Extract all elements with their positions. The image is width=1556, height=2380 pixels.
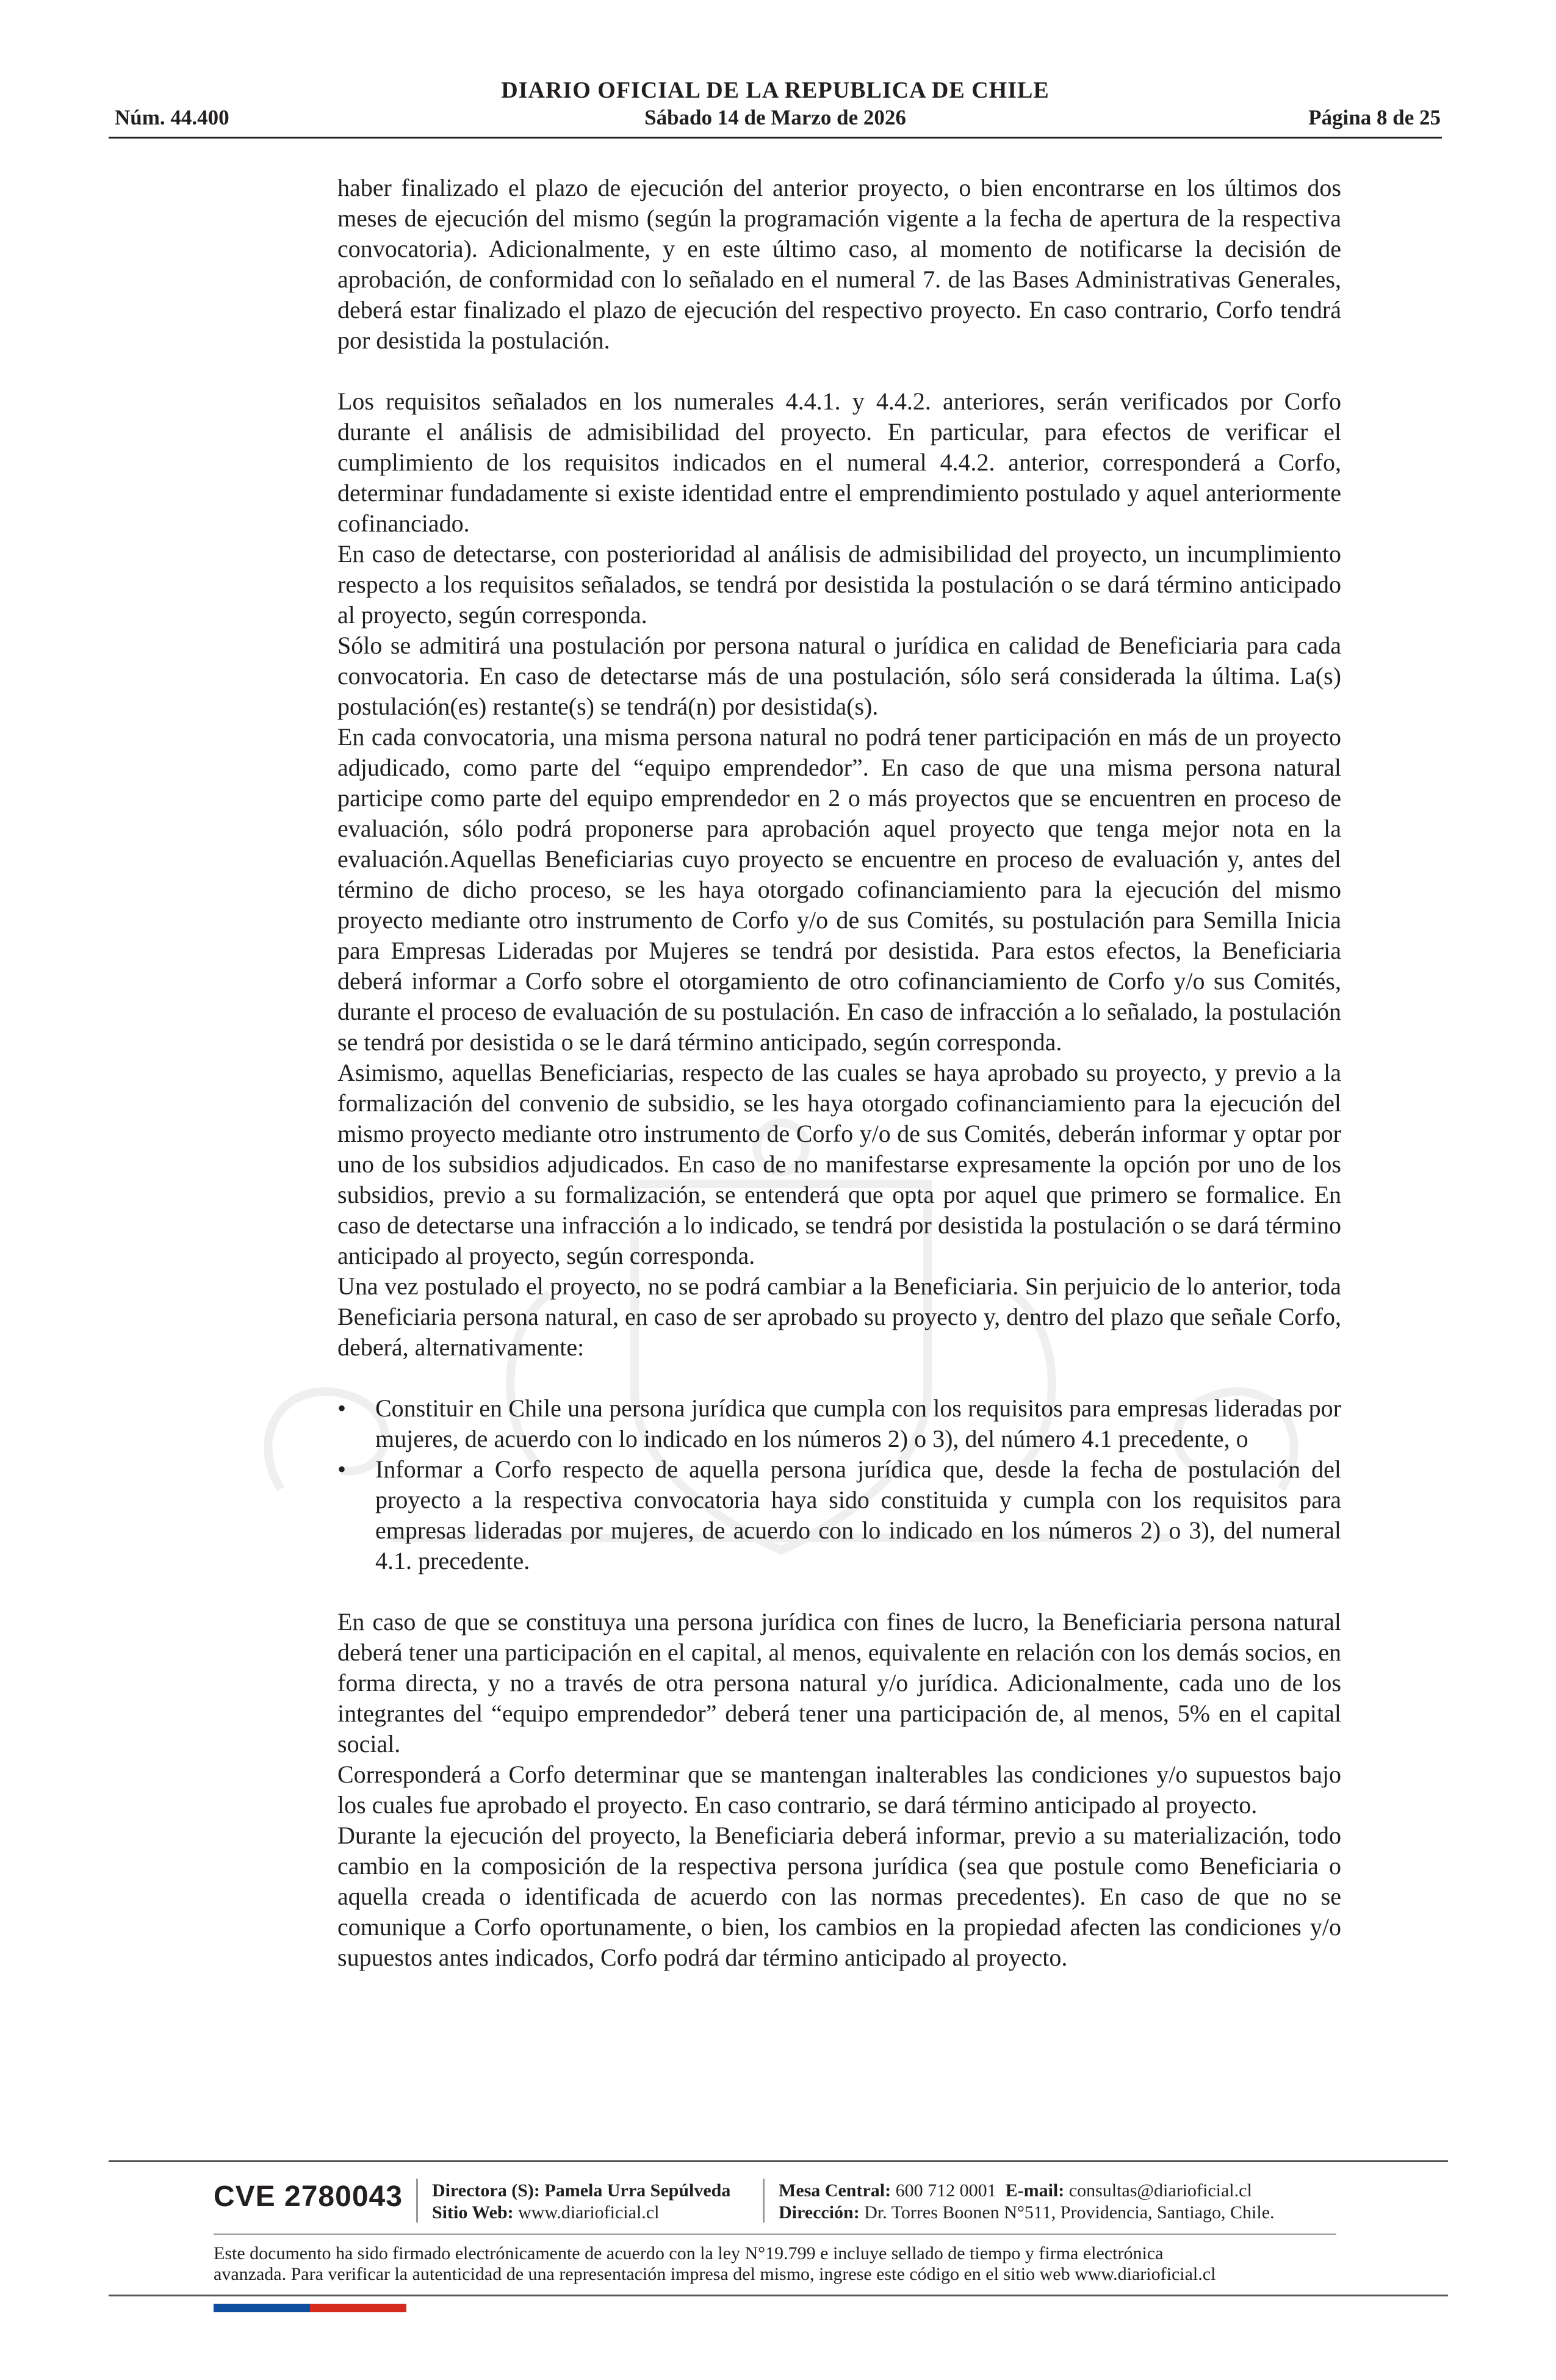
address-text: Dr. Torres Boonen N°511, Providencia, Santiago, Chile. [864,2202,1275,2223]
website-label: Sitio Web: [432,2202,514,2223]
bullet-list [337,1393,1341,1576]
footer-contact-info [779,2180,1275,2224]
legal-notice [214,2243,1336,2285]
page-number: Página 8 de 25 [1308,106,1441,129]
director-name: Pamela Urra Sepúlveda [544,2180,731,2201]
body-paragraph: Una vez postulado el proyecto, no se podrá cambiar a la Beneficiaria. Sin perjuicio de lo anterior, toda Beneficiaria persona natural, en caso de ser aprobado su proyecto y, dentro del plazo que señale Corfo, deberá, alternativamente: [337,1272,1341,1361]
footer-divider-mid [214,2234,1336,2235]
body-paragraph: Asimismo, aquellas Beneficiarias, respecto de las cuales se haya aprobado su proyecto, y previo a la formalización del convenio de subsidio, se les haya otorgado cofinanciamiento para la ejecución del mismo proyecto mediante otro instrumento de Corfo y/o de sus Comités, deberán informar y optar por uno de los subsidios adjudicados. En caso de no manifestarse expresamente la opción por uno de los subsidios, previo a su formalización, se entenderá que opta por aquel que primero se formalice. En caso de detectarse una infracción a lo indicado, se tendrá por desistida la postulación o se dará término anticipado al proyecto, según corresponda. [337,1059,1341,1269]
list-item [337,1454,1341,1576]
body-paragraph: Los requisitos señalados en los numerales 4.4.1. y 4.4.2. anteriores, serán verificados por Corfo durante el análisis de admisibilidad del proyecto. En particular, para efectos de verificar el cumplimiento de los requisitos indicados en el numeral 4.4.2. anterior, corresponderá a Corfo, determinar fundadamente si existe identidad entre el emprendimiento postulado y aquel anteriormente cofinanciado. [337,388,1341,537]
website-link[interactable]: www.diarioficial.cl [518,2202,660,2223]
footer-divider-bottom [109,2295,1448,2296]
bullet-icon: • [337,1455,347,1483]
cve-code: CVE 2780043 [214,2180,403,2213]
body-paragraph: En caso de detectarse, con posterioridad al análisis de admisibilidad del proyecto, un incumplimiento respecto a los requisitos señalados, se tendrá por desistida la postulación o se dará término anticipado al proyecto, según corresponda. [337,540,1341,629]
page-header [109,72,1442,138]
footer-separator [763,2179,765,2223]
footer-divider-top [109,2160,1448,2162]
footer-editor-info [432,2180,730,2224]
phone-label: Mesa Central: [779,2180,891,2201]
email-link[interactable]: consultas@diarioficial.cl [1068,2180,1252,2201]
body-paragraph: En caso de que se constituya una persona jurídica con fines de lucro, la Beneficiaria persona natural deberá tener una participación en el capital, al menos, equivalente en relación con los demás socios, en forma directa, y no a través de otra persona natural y/o jurídica. Adicionalmente, cada uno de los integrantes del “equipo emprendedor” deberá tener una participación de, al menos, 5% en el capital social. [337,1608,1341,1758]
publication-title: DIARIO OFICIAL DE LA REPUBLICA DE CHILE [501,78,1050,103]
list-item-text: Constituir en Chile una persona jurídica que cumpla con los requisitos para empresas lideradas por mujeres, de acuerdo con lo indicado en los números 2) o 3), del número 4.1 precedente, o [375,1394,1341,1452]
phone-number: 600 712 0001 [895,2180,996,2201]
flag-blue-stripe [214,2304,310,2312]
issue-number: Núm. 44.400 [115,106,229,129]
document-body [337,173,1341,1973]
flag-stripe [214,2304,406,2312]
body-paragraph: haber finalizado el plazo de ejecución del anterior proyecto, o bien encontrarse en los últimos dos meses de ejecución del mismo (según la programación vigente a la fecha de apertura de la respectiva convocatoria). Adicionalmente, y en este último caso, al momento de notificarse la decisión de aprobación, de conformidad con lo señalado en el numeral 7. de las Bases Administrativas Generales, deberá estar finalizado el plazo de ejecución del respectivo proyecto. En caso contrario, Corfo tendrá por desistida la postulación. [337,174,1341,354]
legal-line: Este documento ha sido firmado electrónicamente de acuerdo con la ley N°19.799 e incluye sellado de tiempo y firma electrónica [214,2243,1164,2263]
email-label: E-mail: [1005,2180,1065,2201]
bullet-icon: • [337,1394,347,1422]
publication-date: Sábado 14 de Marzo de 2026 [644,106,906,129]
header-divider [109,137,1442,139]
body-paragraph: Corresponderá a Corfo determinar que se mantengan inalterables las condiciones y/o supuestos bajo los cuales fue aprobado el proyecto. En caso contrario, se dará término anticipado al proyecto. [337,1761,1341,1819]
body-paragraph: Durante la ejecución del proyecto, la Beneficiaria deberá informar, previo a su materialización, todo cambio en la composición de la respectiva persona jurídica (sea que postule como Beneficiaria o aquella creada o identificada de acuerdo con las normas precedentes). En caso de que no se comunique a Corfo oportunamente, o bien, los cambios en la propiedad afecten las condiciones y/o supuestos antes indicados, Corfo podrá dar término anticipado al proyecto. [337,1822,1341,1971]
flag-red-stripe [310,2304,406,2312]
list-item [337,1393,1341,1454]
address-label: Dirección: [779,2202,860,2223]
footer-separator [416,2179,418,2223]
body-paragraph: En cada convocatoria, una misma persona natural no podrá tener participación en más de un proyecto adjudicado, como parte del “equipo emprendedor”. En caso de que una misma persona natural participe como parte del equipo emprendedor en 2 o más proyectos que se encuentren en proceso de evaluación, sólo podrá proponerse para aprobación aquel proyecto que tenga mejor nota en la evaluación.Aquellas Beneficiarias cuyo proyecto se encuentre en proceso de evaluación y, antes del término de dicho proceso, se les haya otorgado cofinanciamiento para la ejecución del mismo proyecto mediante otro instrumento de Corfo y/o de sus Comités, su postulación para Semilla Inicia para Empresas Lideradas por Mujeres se tendrá por desistida. Para estos efectos, la Beneficiaria deberá informar a Corfo sobre el otorgamiento de otro cofinanciamiento de Corfo y/o sus Comités, durante el proceso de evaluación de su postulación. En caso de infracción a lo señalado, la postulación se tendrá por desistida o se le dará término anticipado, según corresponda. [337,723,1341,1056]
body-paragraph: Sólo se admitirá una postulación por persona natural o jurídica en calidad de Beneficiaria para cada convocatoria. En caso de detectarse más de una postulación, sólo será considerada la última. La(s) postulación(es) restante(s) se tendrá(n) por desistida(s). [337,632,1341,720]
director-label: Directora (S): [432,2180,540,2201]
list-item-text: Informar a Corfo respecto de aquella persona jurídica que, desde la fecha de postulación del proyecto a la respectiva convocatoria haya sido constituida y cumpla con los requisitos para empresas lideradas por mujeres, de acuerdo con lo indicado en los números 2) o 3), del numeral 4.1. precedente. [375,1455,1341,1574]
legal-line: avanzada. Para verificar la autenticidad de una representación impresa del mismo, ingrese este código en el sitio web www.diarioficial.cl [214,2264,1216,2284]
